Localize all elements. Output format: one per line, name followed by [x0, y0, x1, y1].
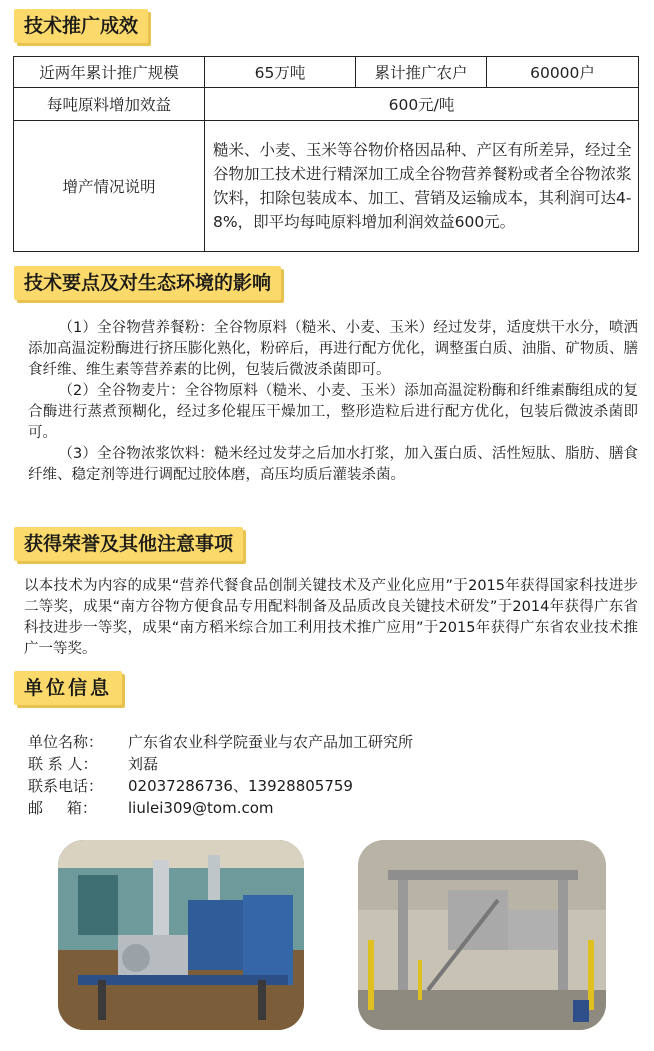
email-label: 邮 箱： — [28, 799, 97, 817]
contact-value: 刘磊 — [128, 755, 159, 773]
tech-points-text — [28, 318, 638, 486]
honors-text — [24, 576, 638, 660]
section-title-tech-points: 技术要点及对生态环境的影响 — [14, 266, 281, 300]
table-row — [14, 88, 639, 121]
phone-value: 02037286736、13928805759 — [128, 777, 353, 795]
factory-photo-left — [58, 840, 304, 1030]
factory-photo-right — [358, 840, 606, 1030]
unit-name-value: 广东省农业科学院蚕业与农产品加工研究所 — [128, 733, 414, 751]
promotion-table — [13, 56, 639, 252]
honor-paragraph: 以本技术为内容的成果“营养代餐食品创制关键技术及产业化应用”于2015年获得国家科技进步二等奖，成果“南方谷物方便食品专用配料制备及品质改良关键技术研发”于2014年获得广东省科技进步一等奖，成果“南方稻米综合加工利用技术推广应用”于2015年获得广东省农业技术推广一等奖。 — [24, 578, 638, 657]
table-cell: 累计推广农户 — [356, 57, 487, 88]
unit-name-label: 单位名称： — [28, 733, 104, 751]
table-cell-description: 糙米、小麦、玉米等谷物价格因品种、产区有所差异，经过全谷物加工技术进行精深加工成全谷物营养餐粉或者全谷物浓浆饮料，扣除包装成本、加工、营销及运输成本，其利润可达4-8%，即平均每吨原料增加利润效益600元。 — [205, 121, 639, 252]
tech-paragraph: （3）全谷物浓浆饮料：糙米经过发芽之后加水打浆，加入蛋白质、活性短肽、脂肪、膳食纤维、稳定剂等进行调配过胶体磨，高压均质后灌装杀菌。 — [28, 446, 638, 483]
contact-row — [28, 753, 413, 775]
table-row — [14, 57, 639, 88]
production-line-illustration — [358, 840, 606, 1030]
table-row — [14, 121, 639, 252]
tech-paragraph: （2）全谷物麦片：全谷物原料（糙米、小麦、玉米）添加高温淀粉酶和纤维素酶组成的复合酶进行蒸煮预糊化，经过多伦辊压干燥加工，整形造粒后进行配方优化，包装后微波杀菌即可。 — [28, 383, 638, 441]
contact-label: 联 系 人： — [28, 755, 98, 773]
unit-info — [28, 731, 413, 819]
section-title-promotion: 技术推广成效 — [14, 9, 148, 43]
unit-name-row — [28, 731, 413, 753]
table-cell: 每吨原料增加效益 — [14, 88, 205, 121]
table-cell: 600元/吨 — [205, 88, 639, 121]
table-cell: 近两年累计推广规模 — [14, 57, 205, 88]
table-cell: 60000户 — [487, 57, 639, 88]
factory-equipment-illustration — [58, 840, 304, 1030]
section-title-honors: 获得荣誉及其他注意事项 — [14, 527, 243, 561]
tech-paragraph: （1）全谷物营养餐粉：全谷物原料（糙米、小麦、玉米）经过发芽，适度烘干水分，喷洒添加高温淀粉酶进行挤压膨化熟化，粉碎后，再进行配方优化，调整蛋白质、油脂、矿物质、膳食纤维、维生素等营养素的比例，包装后微波杀菌即可。 — [28, 320, 638, 378]
section-title-unit-info: 单位信息 — [14, 671, 122, 705]
table-cell: 65万吨 — [205, 57, 356, 88]
phone-label: 联系电话： — [28, 777, 104, 795]
phone-row — [28, 775, 413, 797]
email-value[interactable]: liulei309@tom.com — [128, 799, 274, 817]
table-cell: 增产情况说明 — [14, 121, 205, 252]
email-row — [28, 797, 413, 819]
